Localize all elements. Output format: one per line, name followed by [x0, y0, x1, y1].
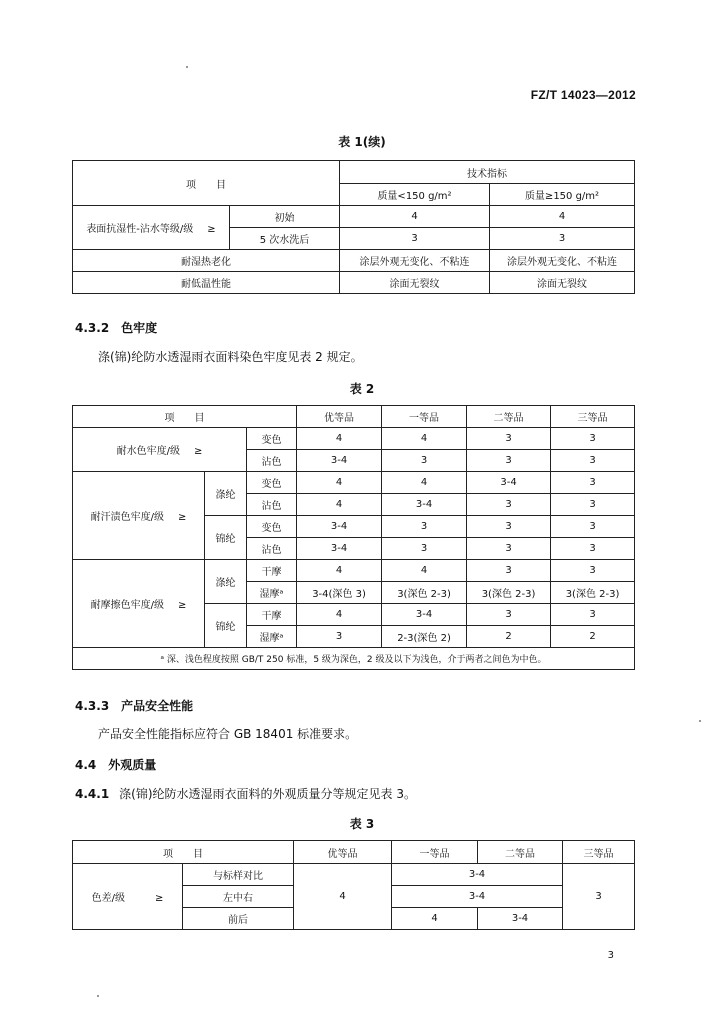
table2-cell: 4: [297, 472, 382, 494]
table3-g4-value: 3: [563, 864, 635, 930]
table3-sub-front-back: 前后: [183, 908, 294, 930]
table2-cell: 3-4: [297, 538, 382, 560]
table2-cell: 3: [551, 494, 635, 516]
table1-aging-label: 耐湿热老化: [73, 250, 340, 272]
table2-cell: 3: [382, 538, 467, 560]
table2-cell: 4: [382, 472, 467, 494]
table2-cell: 3: [551, 472, 635, 494]
table2-cell: 3: [551, 560, 635, 582]
table1: [72, 160, 635, 294]
table3-sub1-value: 3-4: [392, 864, 563, 886]
table2-cell: 4: [297, 428, 382, 450]
section-4-3-2-text: 涤(锦)纶防水透湿雨衣面料染色牢度见表 2 规定。: [98, 350, 363, 364]
table2-cell: 4: [382, 428, 467, 450]
table2-cell: 3: [551, 450, 635, 472]
table2-cell: 3: [467, 494, 551, 516]
table1-initial: 初始: [230, 206, 340, 228]
table2-wet: 湿摩ᵃ: [247, 582, 297, 604]
table2-cell: 4: [297, 494, 382, 516]
table1-cell: 涂层外观无变化、不粘连: [340, 250, 490, 272]
table3-header-g4: 三等品: [563, 841, 635, 864]
table3-header-g3: 二等品: [478, 841, 563, 864]
table2-stain: 沾色: [247, 450, 297, 472]
table1-cell: 涂面无裂纹: [340, 272, 490, 294]
table2-cell: 4: [382, 560, 467, 582]
table2-change: 变色: [247, 516, 297, 538]
table2-cell: 3: [551, 538, 635, 560]
table1-tech-header: 技术指标: [340, 161, 635, 184]
section-4-3-3-heading: 4.3.3 产品安全性能: [75, 699, 194, 713]
table2-cell: 3: [467, 450, 551, 472]
table2-cell: 3: [467, 604, 551, 626]
scan-speck: [186, 66, 188, 68]
table1-cell: 3: [340, 228, 490, 250]
section-4-3-3-text: 产品安全性能指标应符合 GB 18401 标准要求。: [98, 727, 358, 741]
table2-cell: 3-4: [382, 604, 467, 626]
table2-change: 变色: [247, 428, 297, 450]
table2-cell: 2: [551, 626, 635, 648]
table2-header-g4: 三等品: [551, 406, 635, 428]
table2-dry: 干摩: [247, 604, 297, 626]
scan-speck: [97, 995, 99, 997]
table1-cell: 4: [490, 206, 635, 228]
table1-wash: 5 次水洗后: [230, 228, 340, 250]
table2-cell: 3(深色 2-3): [382, 582, 467, 604]
table3-header-g1: 优等品: [294, 841, 392, 864]
table1-cold-label: 耐低温性能: [73, 272, 340, 294]
table2-cell: 3: [551, 428, 635, 450]
table1-cell: 涂面无裂纹: [490, 272, 635, 294]
table3-sub3-g2: 4: [392, 908, 478, 930]
table3-sub3-g3: 3-4: [478, 908, 563, 930]
table3-sub-standard: 与标样对比: [183, 864, 294, 886]
table2-cell: 3: [382, 450, 467, 472]
table1-wet-label: 表面抗湿性-沾水等级/级 ≥: [73, 206, 230, 250]
table3: [72, 840, 635, 930]
table2-caption: 表 2: [349, 382, 375, 396]
table2-cell: 2: [467, 626, 551, 648]
table2-header-g2: 一等品: [382, 406, 467, 428]
table2-cell: 3-4: [382, 494, 467, 516]
section-4-3-2-heading: 4.3.2 色牢度: [75, 321, 158, 335]
table2-cell: 3-4(深色 3): [297, 582, 382, 604]
table3-header-g2: 一等品: [392, 841, 478, 864]
table2-nylon: 锦纶: [205, 516, 247, 560]
table2-header-g3: 二等品: [467, 406, 551, 428]
table2-cell: 3(深色 2-3): [551, 582, 635, 604]
table2-cell: 3-4: [297, 450, 382, 472]
table2-wet: 湿摩ᵃ: [247, 626, 297, 648]
table1-cell: 涂层外观无变化、不粘连: [490, 250, 635, 272]
table2-cell: 3: [382, 516, 467, 538]
table2-stain: 沾色: [247, 494, 297, 516]
table2-cell: 2-3(深色 2): [382, 626, 467, 648]
table2-cell: 3: [467, 516, 551, 538]
table2-header-g1: 优等品: [297, 406, 382, 428]
table2-cell: 3-4: [297, 516, 382, 538]
table2-cell: 3: [551, 516, 635, 538]
table3-sub-lcr: 左中右: [183, 886, 294, 908]
table2-cell: 4: [297, 604, 382, 626]
standard-code: FZ/T 14023—2012: [530, 88, 636, 102]
table1-cell: 3: [490, 228, 635, 250]
table2-polyester: 涤纶: [205, 560, 247, 604]
table2-cell: 3: [551, 604, 635, 626]
table2-cell: 4: [297, 560, 382, 582]
table2-cell: 3: [467, 428, 551, 450]
section-4-4-heading: 4.4 外观质量: [75, 758, 157, 772]
table2-cell: 3: [467, 560, 551, 582]
table2-change: 变色: [247, 472, 297, 494]
table1-col-heavy: 质量≥150 g/m²: [490, 184, 635, 206]
table2-polyester: 涤纶: [205, 472, 247, 516]
table2-cell: 3(深色 2-3): [467, 582, 551, 604]
table2-cell: 3: [467, 538, 551, 560]
table1-cell: 4: [340, 206, 490, 228]
table3-g1-value: 4: [294, 864, 392, 930]
table2-dry: 干摩: [247, 560, 297, 582]
table2-item-header: 项 目: [73, 406, 297, 428]
table3-item-header: 项 目: [73, 841, 294, 864]
table1-caption: 表 1(续): [338, 135, 386, 149]
table3-label: 色差/级 ≥: [73, 864, 183, 930]
table2-stain: 沾色: [247, 538, 297, 560]
table2-sweat-label: 耐汗渍色牢度/级 ≥: [73, 472, 205, 560]
table2-cell: 3: [297, 626, 382, 648]
table1-item-header: 项 目: [73, 161, 340, 206]
scan-speck: [699, 720, 701, 722]
section-4-4-1: 4.4.1 涤(锦)纶防水透湿雨衣面料的外观质量分等规定见表 3。: [75, 787, 416, 801]
table2-nylon: 锦纶: [205, 604, 247, 648]
page-number: 3: [607, 950, 614, 961]
table2-footnote: ᵃ 深、浅色程度按照 GB/T 250 标准，5 级为深色，2 级及以下为浅色，介于两者之间色为中色。: [73, 648, 635, 670]
table2-cell: 3-4: [467, 472, 551, 494]
table1-col-light: 质量<150 g/m²: [340, 184, 490, 206]
table2: [72, 405, 635, 670]
table3-caption: 表 3: [349, 817, 375, 831]
table2-rub-label: 耐摩擦色牢度/级 ≥: [73, 560, 205, 648]
table3-sub2-value: 3-4: [392, 886, 563, 908]
table2-water-label: 耐水色牢度/级 ≥: [73, 428, 247, 472]
